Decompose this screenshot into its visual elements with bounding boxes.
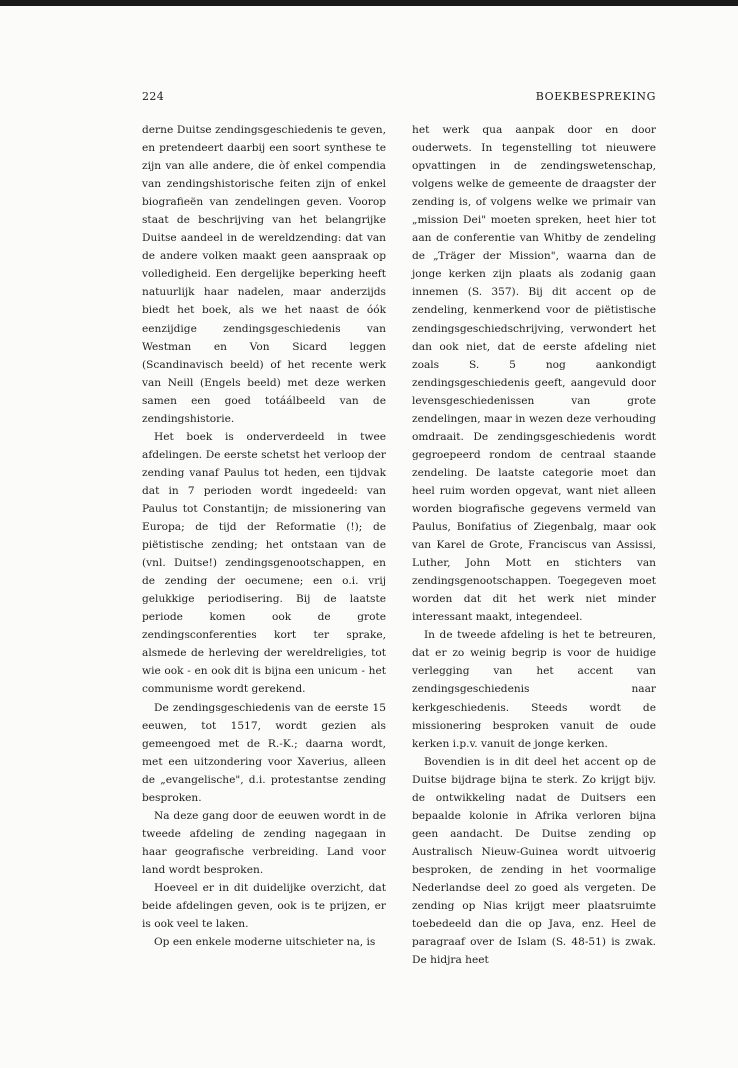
paragraph: In de tweede afdeling is het te betreuren, dat er zo weinig begrip is voor de huidige verlegging van het accent van zendingsgeschiedenis naar kerkgeschiedenis. Steeds wordt de missionering besproken vanuit de oude kerken i.p.v. vanuit de jonge kerken. (412, 629, 656, 750)
paragraph: Bovendien is in dit deel het accent op de Duitse bijdrage bijna te sterk. Zo krijgt bijv. de ontwikkeling nadat de Duitsers een bepaalde kolonie in Afrika verloren bijna geen aandacht. De Duitse zending op Australisch Nieuw-Guinea wordt uitvoerig besproken, de zending in het voormalige Nederlandse deel zo goed als vergeten. De zending op Nias krijgt meer plaatsruimte toebedeeld dan die op Java, enz. Heel de paragraaf over de Islam (S. 48-51) is zwak. De hidjra heet (412, 755, 656, 967)
paragraph: derne Duitse zendingsgeschiedenis te geven, en pretendeert daarbij een soort synthese te zijn van alle andere, die òf enkel compendia van zendingshistorische feiten zijn of enkel biografieën van zendelingen geven. Voorop staat de beschrijving van het belangrijke Duitse aandeel in de wereldzending: dat van de andere volken maakt geen aanspraak op volledigheid. Een dergelijke beperking heeft natuurlijk haar nadelen, maar anderzijds biedt het boek, als we het naast de óók eenzijdige zendingsgeschiedenis van Westman en Von Sicard leggen (Scandinavisch beeld) of het recente werk van Neill (Engels beeld) met deze werken samen een goed totáálbeeld van de zendingshistorie. (142, 124, 386, 425)
paragraph: De zendingsgeschiedenis van de eerste 15 eeuwen, tot 1517, wordt gezien als gemeengoed met de R.-K.; daarna wordt, met een uitzondering voor Xaverius, alleen de „evangelische", d.i. protestantse zending besproken. (142, 701, 386, 804)
right-column (412, 121, 656, 969)
paragraph: het werk qua aanpak door en door ouderwets. In tegenstelling tot nieuwere opvattingen in de zendingswetenschap, volgens welke de gemeente de draagster der zending is, of volgens welke we primair van „mission Dei" moeten spreken, heet hier tot aan de conferentie van Whitby de zendeling de „Träger der Mission", waarna dan de jonge kerken zijn plaats als zodanig gaan innemen (S. 357). Bij dit accent op de zendeling, kenmerkend voor de piëtistische zendingsgeschiedschrijving, verwondert het dan ook niet, dat de eerste afdeling niet zoals S. 5 nog aankondigt zendingsgeschiedenis geeft, aangevuld door levensgeschiedenissen van grote zendelingen, maar in wezen deze verhouding omdraait. De zendingsgeschiedenis wordt gegroepeerd rondom de centraal staande zendeling. De laatste categorie moet dan heel ruim worden opgevat, want niet alleen worden biografische gegevens vermeld van Paulus, Bonifatius of Ziegenbalg, maar ook van Karel de Grote, Franciscus van Assissi, Luther, John Mott en stichters van zendingsgenootschappen. Toegegeven moet worden dat dit het werk niet minder interessant maakt, integendeel. (412, 124, 656, 624)
page-number: 224 (142, 90, 165, 103)
left-column (142, 121, 386, 951)
page-header (142, 90, 656, 106)
running-head: BOEKBESPREKING (535, 90, 656, 103)
paragraph: Na deze gang door de eeuwen wordt in de tweede afdeling de zending nagegaan in haar geografische verbreiding. Land voor land wordt besproken. (142, 809, 386, 876)
paragraph: Hoeveel er in dit duidelijke overzicht, dat beide afdelingen geven, ook is te prijzen, er is ook veel te laken. (142, 881, 386, 931)
paragraph: Het boek is onderverdeeld in twee afdelingen. De eerste schetst het verloop der zending vanaf Paulus tot heden, een tijdvak dat in 7 perioden wordt ingedeeld: van Paulus tot Constantijn; de missionering van Europa; de tijd der Reformatie (!); de piëtistische zending; het ontstaan van de (vnl. Duitse!) zendingsgenootschappen, en de zending der oecumene; een o.i. vrij gelukkige periodisering. Bij de laatste periode komen ook de grote zendingsconferenties kort ter sprake, alsmede de herleving der wereldreligies, tot wie ook - en ook dit is bijna een unicum - het communisme wordt gerekend. (142, 430, 386, 696)
scan-edge (0, 0, 738, 6)
paragraph: Op een enkele moderne uitschieter na, is (154, 936, 376, 949)
